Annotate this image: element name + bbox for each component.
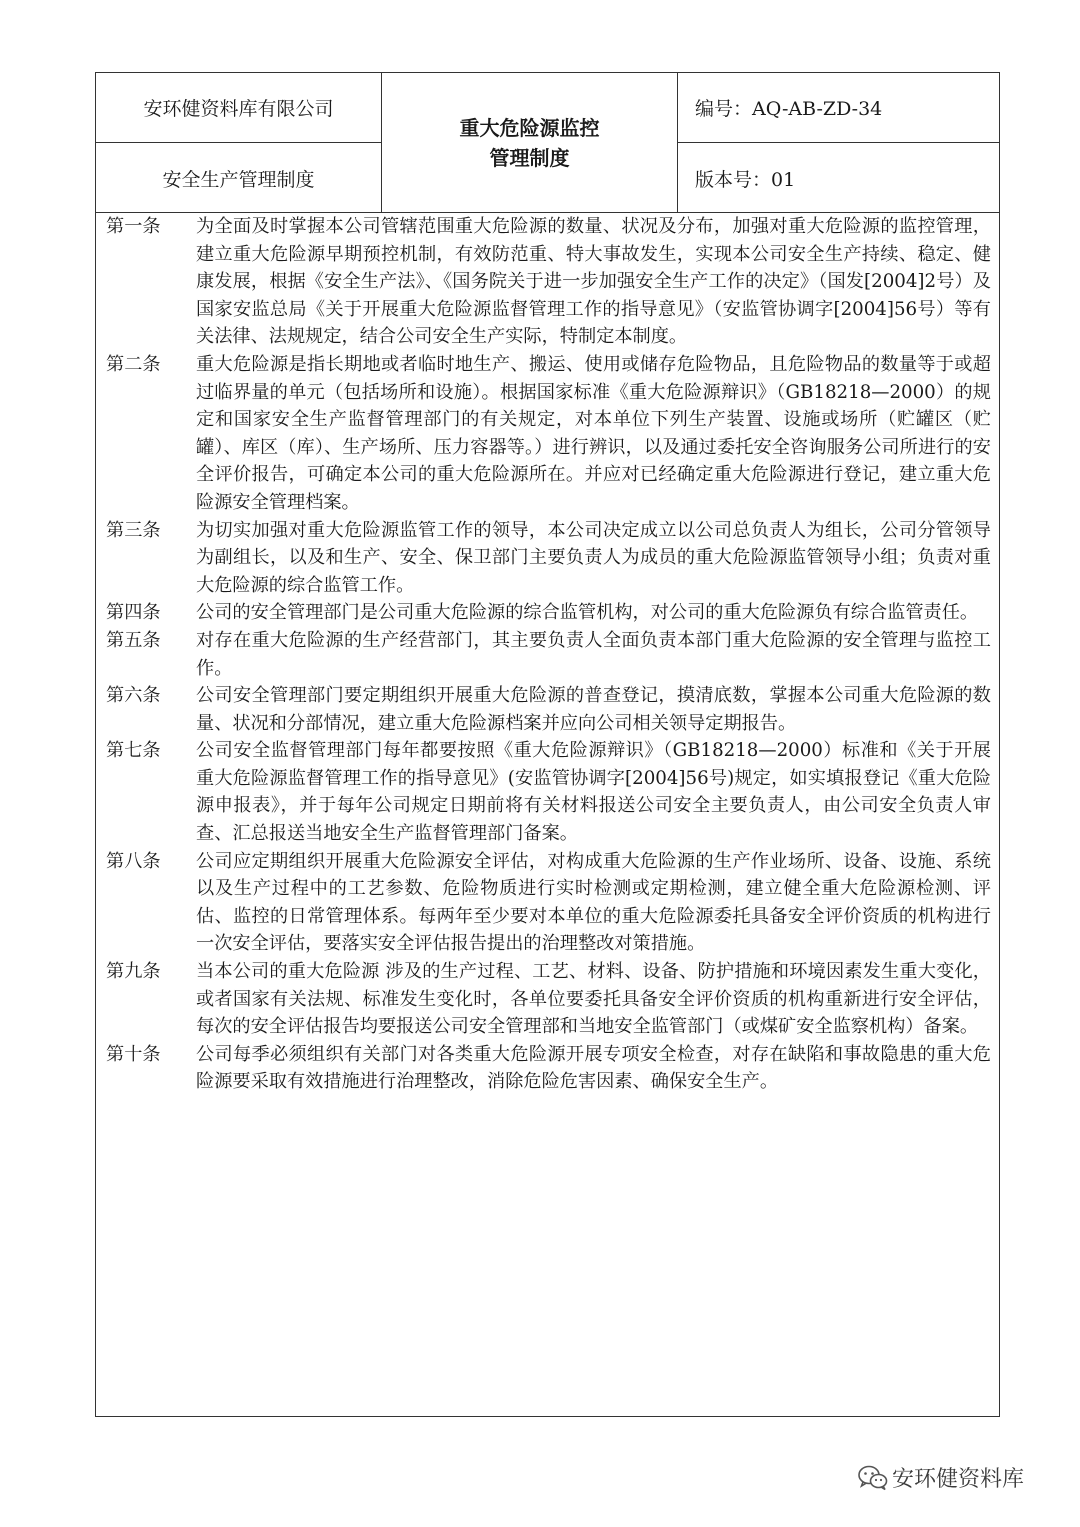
article	[106, 517, 991, 600]
articles-body	[96, 213, 999, 1096]
article-number: 第五条	[106, 629, 161, 651]
article-number: 第十条	[106, 1043, 161, 1065]
article-number: 第一条	[106, 216, 161, 237]
article-number: 第四条	[106, 602, 161, 624]
article-number: 第八条	[106, 850, 161, 872]
title-line-1: 重大危险源监控	[459, 116, 600, 140]
article-text: 当本公司的重大危险源 涉及的生产过程、工艺、材料、设备、防护措施和环境因素发生重大变化，或者国家有关法规、标准发生变化时，各单位要委托具备安全评价资质的机构重新进行安全评估，每次的安全评估报告均要报送公司安全管理部和当地安全监管部门（或煤矿安全监察机构）备案。	[196, 961, 991, 1038]
article-text: 公司安全监督管理部门每年都要按照《重大危险源辩识》（GB18218—2000）标准和《关于开展重大危险源监督管理工作的指导意见》(安监管协调字[2004]56号)规定，如实填报登记《重大危险源申报表》，并于每年公司规定日期前将有关材料报送公司安全主要负责人，由公司安全负责人审查、汇总报送当地安全生产监督管理部门备案。	[196, 740, 991, 845]
document-sheet	[95, 72, 1000, 1417]
system-category: 安全生产管理制度	[96, 143, 382, 213]
article-number: 第七条	[106, 740, 161, 762]
article-text: 公司的安全管理部门是公司重大危险源的综合监管机构，对公司的重大危险源负有综合监管责任。	[196, 602, 979, 624]
watermark-text: 安环健资料库	[892, 1467, 1025, 1492]
document-code: 编号：AQ-AB-ZD-34	[678, 73, 999, 143]
article-text: 为全面及时掌握本公司管辖范围重大危险源的数量、状况及分布，加强对重大危险源的监控管理，建立重大危险源早期预控机制，有效防范重、特大事故发生，实现本公司安全生产持续、稳定、健康发展，根据《安全生产法》、《国务院关于进一步加强安全生产工作的决定》（国发[2004]2号）及国家安监总局《关于开展重大危险源监督管理工作的指导意见》（安监管协调字[2004]56号）等有关法律、法规规定，结合公司安全生产实际，特制定本制度。	[196, 216, 991, 348]
article	[106, 1041, 991, 1096]
article	[106, 737, 991, 847]
article-number: 第二条	[106, 353, 161, 375]
article-text: 公司安全管理部门要定期组织开展重大危险源的普查登记，摸清底数，掌握本公司重大危险源的数量、状况和分部情况，建立重大危险源档案并应向公司相关领导定期报告。	[196, 685, 991, 734]
article	[106, 958, 991, 1041]
article	[106, 599, 991, 627]
header-table	[96, 73, 999, 213]
article	[106, 213, 991, 351]
title-line-2: 管理制度	[489, 146, 570, 170]
article	[106, 682, 991, 737]
company-name: 安环健资料库有限公司	[96, 73, 382, 143]
article	[106, 627, 991, 682]
article-text: 公司应定期组织开展重大危险源安全评估，对构成重大危险源的生产作业场所、设备、设施、系统以及生产过程中的工艺参数、危险物质进行实时检测或定期检测，建立健全重大危险源检测、评估、监控的日常管理体系。每两年至少要对本单位的重大危险源委托具备安全评价资质的机构进行一次安全评估，要落实安全评估报告提出的治理整改对策措施。	[196, 850, 991, 955]
article-text: 对存在重大危险源的生产经营部门，其主要负责人全面负责本部门重大危险源的安全管理与监控工作。	[196, 629, 991, 679]
wechat-icon	[858, 1465, 888, 1491]
article-text: 重大危险源是指长期地或者临时地生产、搬运、使用或储存危险物品，且危险物品的数量等于或超过临界量的单元（包括场所和设施）。根据国家标准《重大危险源辩识》（GB18218—2000）的规定和国家安全生产监督管理部门的有关规定，对本单位下列生产装置、设施或场所（贮罐区（贮罐）、库区（库）、生产场所、压力容器等。）进行辨识，以及通过委托安全咨询服务公司所进行的安全评价报告，可确定本公司的重大危险源所在。并应对已经确定重大危险源进行登记，建立重大危险源安全管理档案。	[196, 353, 991, 513]
article-number: 第六条	[106, 685, 161, 707]
article-number: 第三条	[106, 519, 161, 541]
article-text: 为切实加强对重大危险源监管工作的领导，本公司决定成立以公司总负责人为组长，公司分管领导为副组长，以及和生产、安全、保卫部门主要负责人为成员的重大危险源监管领导小组；负责对重大危险源的综合监管工作。	[196, 519, 991, 596]
article-number: 第九条	[106, 961, 161, 983]
article	[106, 848, 991, 958]
article	[106, 351, 991, 517]
watermark	[858, 1462, 1024, 1493]
article-text: 公司每季必须组织有关部门对各类重大危险源开展专项安全检查，对存在缺陷和事故隐患的重大危险源要采取有效措施进行治理整改，消除危险危害因素、确保安全生产。	[196, 1043, 991, 1093]
document-version: 版本号：01	[695, 168, 796, 191]
document-title	[382, 73, 678, 213]
